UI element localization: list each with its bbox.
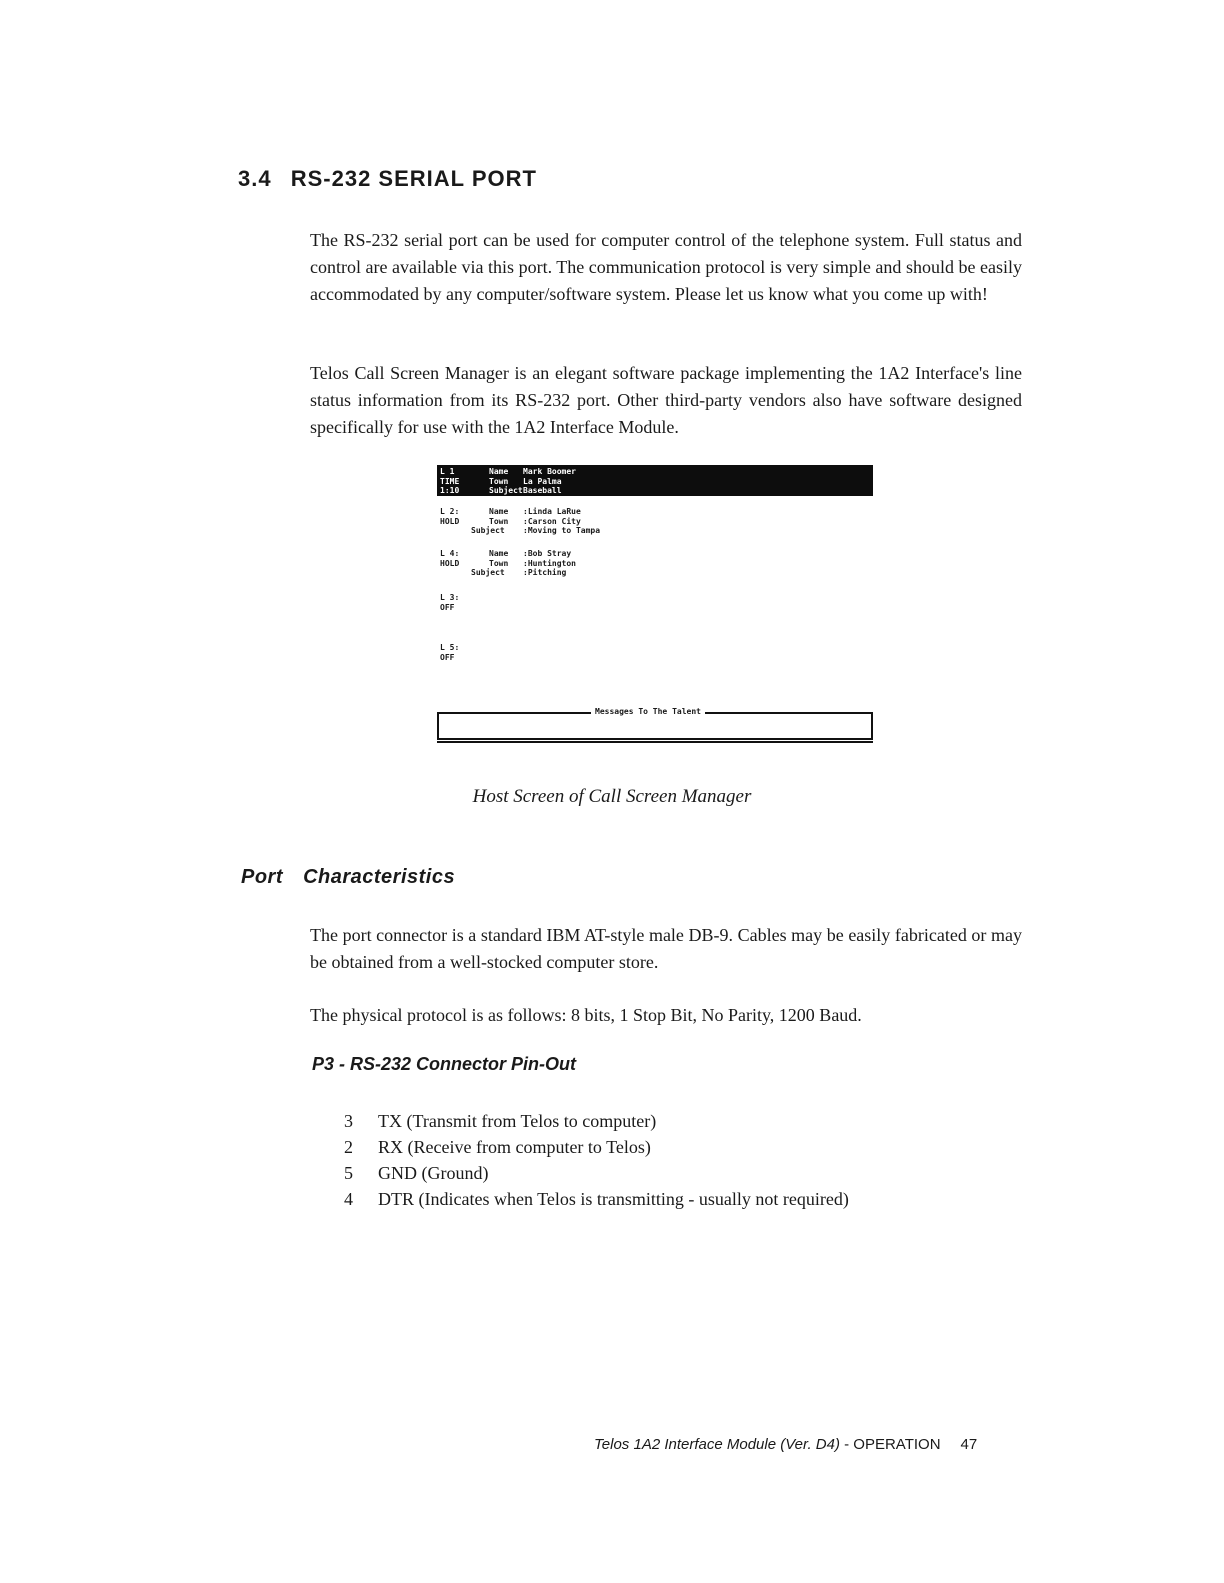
pinout-heading: P3 - RS-232 Connector Pin-Out xyxy=(312,1054,577,1074)
pin-description: RX (Receive from computer to Telos) xyxy=(378,1137,651,1157)
pin-number: 4 xyxy=(344,1189,353,1209)
field-value: :Linda LaRue xyxy=(523,507,581,516)
field-label: Subject xyxy=(471,568,505,577)
section-title-text: RS-232 SERIAL PORT xyxy=(290,166,537,191)
line-status: HOLD xyxy=(440,516,460,526)
intro-paragraph-1: The RS-232 serial port can be used for computer control of the telephone system. Full status and control are available via this port. The communication protocol is very simple and should be easily accommodated by any computer/software system. Please let us know what you come up with! xyxy=(310,230,1022,304)
line-status: OFF xyxy=(440,602,455,612)
pin-number: 3 xyxy=(344,1111,353,1131)
field-value: La Palma xyxy=(523,476,562,486)
heading-word-1: Port xyxy=(241,866,283,888)
pin-number: 5 xyxy=(344,1163,353,1183)
pin-number: 2 xyxy=(344,1137,353,1157)
port-paragraph-1: The port connector is a standard IBM AT-style male DB-9. Cables may be easily fabricated or may be obtained from a well-stocked computer store. xyxy=(310,925,1022,972)
field-label: Town xyxy=(489,558,509,568)
intro-paragraph-2: Telos Call Screen Manager is an elegant software package implementing the 1A2 Interface's line status information from its RS-232 port. Other third-party vendors also have software designed specifically for use with the 1A2 Interface Module. xyxy=(310,363,1022,437)
pin-list xyxy=(344,1108,849,1212)
message-box xyxy=(437,707,873,740)
field-value: :Carson City xyxy=(523,516,581,526)
field-label: Name xyxy=(489,549,509,558)
field-label: Town xyxy=(489,516,509,526)
line-id: L 3: xyxy=(440,593,460,602)
list-item xyxy=(344,1160,849,1186)
pin-description: TX (Transmit from Telos to computer) xyxy=(378,1111,657,1131)
line-status: HOLD xyxy=(440,558,460,568)
line-id: L 1 xyxy=(440,467,455,476)
field-label: Name xyxy=(489,507,509,516)
line-status: OFF xyxy=(440,652,455,662)
line-timer: 1:10 xyxy=(440,486,460,495)
port-characteristics-heading xyxy=(241,866,455,889)
figure-caption: Host Screen of Call Screen Manager xyxy=(472,786,752,807)
page-number: 47 xyxy=(960,1436,978,1453)
line-status: TIME xyxy=(440,476,460,486)
field-value: :Moving to Tampa xyxy=(523,526,601,535)
field-value: Mark Boomer xyxy=(523,467,576,476)
message-box-label: Messages To The Talent xyxy=(591,707,705,717)
footer-section: - OPERATION xyxy=(839,1436,941,1453)
list-item xyxy=(344,1186,849,1212)
pin-description: DTR (Indicates when Telos is transmitting - usually not required) xyxy=(378,1189,849,1209)
field-label: Name xyxy=(489,467,509,476)
line-id: L 2: xyxy=(440,507,460,516)
message-box-underline xyxy=(437,741,873,743)
line-id: L 5: xyxy=(440,643,460,652)
port-paragraph-2: The physical protocol is as follows: 8 bits, 1 Stop Bit, No Parity, 1200 Baud. xyxy=(310,1005,862,1025)
list-item xyxy=(344,1108,849,1134)
field-value: :Bob Stray xyxy=(523,549,572,558)
field-label: Subject xyxy=(489,486,523,495)
line-id: L 4: xyxy=(440,549,460,558)
field-label: Subject xyxy=(471,526,505,535)
pin-description: GND (Ground) xyxy=(378,1163,489,1183)
section-number: 3.4 xyxy=(238,166,272,191)
page-footer xyxy=(594,1436,977,1453)
heading-word-2: Characteristics xyxy=(303,866,456,888)
field-value: :Huntington xyxy=(523,558,576,568)
field-label: Town xyxy=(489,476,509,486)
section-title xyxy=(238,166,537,192)
footer-title: Telos 1A2 Interface Module (Ver. D4) xyxy=(594,1436,840,1453)
host-screen-figure xyxy=(437,465,873,747)
field-value: :Pitching xyxy=(523,568,567,577)
field-value: Baseball xyxy=(523,486,562,495)
list-item xyxy=(344,1134,849,1160)
active-line-bar xyxy=(437,465,873,496)
